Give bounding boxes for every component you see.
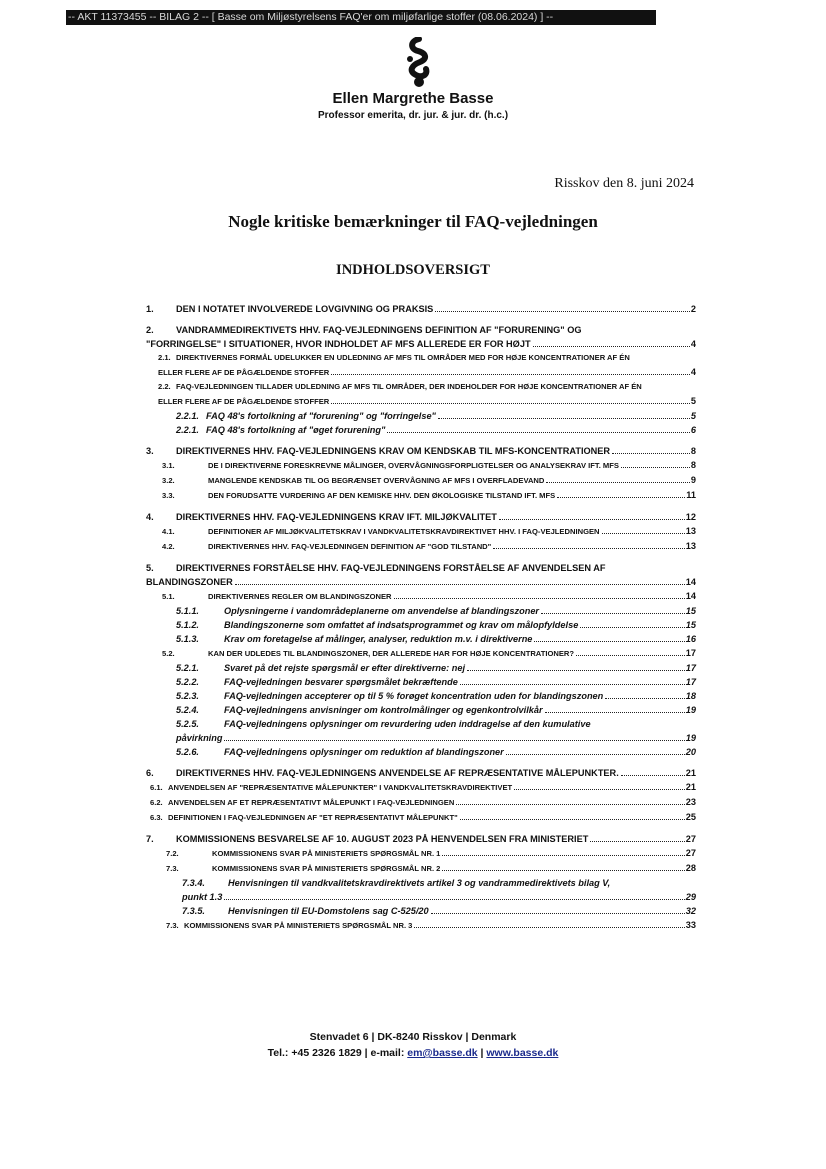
toc-entry[interactable]: 5.2. KAN DER UDLEDES TIL BLANDINGSZONER, DER ALLEREDE HAR FOR HØJE KONCENTRATIONER? 17 — [162, 648, 696, 658]
toc-entry[interactable]: 3. DIREKTIVERNES HHV. FAQ-VEJLEDNINGENS KRAV OM KENDSKAB TIL MFS-KONCENTRATIONER 8 — [146, 446, 696, 456]
toc-entry[interactable]: 7.2. KOMMISSIONENS SVAR PÅ MINISTERIETS SPØRGSMÅL NR. 1 27 — [166, 848, 696, 858]
toc-entry[interactable]: 2. VANDRAMMEDIREKTIVETS HHV. FAQ-VEJLEDNINGENS DEFINITION AF "FORURENING" OG — [146, 325, 582, 335]
toc-entry-continuation[interactable]: punkt 1.3 29 — [182, 892, 696, 902]
document-stamp-bar: -- AKT 11373455 -- BILAG 2 -- [ Basse om Miljøstyrelsens FAQ'er om miljøfarlige stoffer (08.06.2024) ] -- — [66, 10, 656, 25]
email-link[interactable]: em@basse.dk — [407, 1047, 478, 1059]
toc-entry[interactable]: 6.2. ANVENDELSEN AF ET REPRÆSENTATIVT MÅLEPUNKT I FAQ-VEJLEDNINGEN 23 — [150, 797, 696, 807]
toc-entry-continuation[interactable]: ELLER FLERE AF DE PÅGÆLDENDE STOFFER 4 — [158, 367, 696, 377]
toc-entry[interactable]: 4.1. DEFINITIONER AF MILJØKVALITETSKRAV I VANDKVALITETSKRAVDIREKTIVET HHV. I FAQ-VEJLEDNINGEN 13 — [162, 526, 696, 536]
toc-entry[interactable]: 5.2.2. FAQ-vejledningen besvarer spørgsmålet bekræftende 17 — [176, 677, 696, 687]
author-title: Professor emerita, dr. jur. & jur. dr. (h.c.) — [317, 110, 509, 121]
toc-entry-continuation[interactable]: "FORRINGELSE" I SITUATIONER, HVOR INDHOLDET AF MFS ALLEREDE ER FOR HØJT 4 — [146, 339, 696, 349]
document-title: Nogle kritiske bemærkninger til FAQ-vejledningen — [228, 212, 598, 231]
toc-heading: INDHOLDSOVERSIGT — [336, 262, 490, 278]
toc-entry[interactable]: 1. DEN I NOTATET INVOLVEREDE LOVGIVNING OG PRAKSIS 2 — [146, 304, 696, 314]
toc-entry[interactable]: 7. KOMMISSIONENS BESVARELSE AF 10. AUGUST 2023 PÅ HENVENDELSEN FRA MINISTERIET 27 — [146, 834, 696, 844]
toc-entry[interactable]: 2.2. FAQ-VEJLEDNINGEN TILLADER UDLEDNING AF MFS TIL OMRÅDER, DER INDEHOLDER FOR HØJE KONCENTRATIONER AF ÉN — [158, 382, 642, 391]
toc-entry[interactable]: 4. DIREKTIVERNES HHV. FAQ-VEJLEDNINGENS KRAV IFT. MILJØKVALITET 12 — [146, 512, 696, 522]
table-of-contents — [146, 300, 696, 933]
toc-entry[interactable]: 5.2.4. FAQ-vejledningens anvisninger om kontrolmålinger og egenkontrolvilkår 19 — [176, 705, 696, 715]
footer-separator: | — [477, 1047, 487, 1059]
toc-entry[interactable]: 5. DIREKTIVERNES FORSTÅELSE HHV. FAQ-VEJLEDNINGENS FORSTÅELSE AF ANVENDELSEN AF — [146, 563, 606, 573]
toc-entry[interactable]: 2.2.1. FAQ 48's fortolkning af "forurening" og "forringelse" 5 — [176, 411, 696, 421]
toc-entry[interactable]: 5.1.1. Oplysningerne i vandområdeplanerne om anvendelse af blandingszoner 15 — [176, 606, 696, 616]
toc-entry[interactable]: 3.2. MANGLENDE KENDSKAB TIL OG BEGRÆNSET OVERVÅGNING AF MFS I OVERFLADEVAND 9 — [162, 475, 696, 485]
toc-entry-continuation[interactable]: ELLER FLERE AF DE PÅGÆLDENDE STOFFER 5 — [158, 396, 696, 406]
toc-entry[interactable]: 3.3. DEN FORUDSATTE VURDERING AF DEN KEMISKE HHV. DEN ØKOLOGISKE TILSTAND IFT. MFS 11 — [162, 490, 696, 500]
basse-logo-icon — [398, 37, 440, 89]
toc-entry[interactable]: 5.2.1. Svaret på det rejste spørgsmål er efter direktiverne: nej 17 — [176, 663, 696, 673]
footer-phone: Tel.: +45 2326 1829 | e-mail: — [267, 1047, 408, 1059]
toc-entry[interactable]: 6. DIREKTIVERNES HHV. FAQ-VEJLEDNINGENS ANVENDELSE AF REPRÆSENTATIVE MÅLEPUNKTER. 21 — [146, 768, 696, 778]
toc-entry[interactable]: 5.1.3. Krav om foretagelse af målinger, analyser, reduktion m.v. i direktiverne 16 — [176, 634, 696, 644]
toc-entry[interactable]: 7.3.5. Henvisningen til EU-Domstolens sag C-525/20 32 — [182, 906, 696, 916]
footer-address: Stenvadet 6 | DK-8240 Risskov | Denmark — [309, 1031, 517, 1043]
toc-entry[interactable]: 5.2.3. FAQ-vejledningen accepterer op til 5 % forøget koncentration uden for blandingszonen 18 — [176, 691, 696, 701]
toc-entry[interactable]: 2.1. DIREKTIVERNES FORMÅL UDELUKKER EN UDLEDNING AF MFS TIL OMRÅDER MED FOR HØJE KONCENTRATIONER AF ÉN — [158, 353, 630, 362]
website-link[interactable]: www.basse.dk — [486, 1047, 559, 1059]
toc-entry[interactable]: 2.2.1. FAQ 48's fortolkning af "øget forurening" 6 — [176, 425, 696, 435]
author-name: Ellen Margrethe Basse — [332, 90, 494, 107]
document-date: Risskov den 8. juni 2024 — [554, 176, 694, 191]
toc-entry[interactable]: 5.1. DIREKTIVERNES REGLER OM BLANDINGSZONER 14 — [162, 591, 696, 601]
toc-entry-continuation[interactable]: påvirkning 19 — [176, 733, 696, 743]
toc-entry[interactable]: 4.2. DIREKTIVERNES HHV. FAQ-VEJLEDNINGEN DEFINITION AF "GOD TILSTAND" 13 — [162, 541, 696, 551]
toc-entry[interactable]: 6.1. ANVENDELSEN AF "REPRÆSENTATIVE MÅLEPUNKTER" I VANDKVALITETSKRAVDIREKTIVET 21 — [150, 782, 696, 792]
toc-entry[interactable]: 5.2.6. FAQ-vejledningens oplysninger om reduktion af blandingszoner 20 — [176, 747, 696, 757]
toc-entry[interactable]: 7.3.4. Henvisningen til vandkvalitetskravdirektivets artikel 3 og vandrammedirektivets bilag V, — [182, 878, 611, 888]
toc-entry[interactable]: 5.1.2. Blandingszonerne som omfattet af indsatsprogrammet og krav om målopfyldelse 15 — [176, 620, 696, 630]
toc-entry[interactable]: 5.2.5. FAQ-vejledningens oplysninger om revurdering uden inddragelse af den kumulative — [176, 719, 591, 729]
footer-contact — [0, 1047, 826, 1059]
toc-entry[interactable]: 3.1. DE I DIREKTIVERNE FORESKREVNE MÅLINGER, OVERVÅGNINGSFORPLIGTELSER OG ANALYSEKRAV IFT. MFS 8 — [162, 460, 696, 470]
toc-entry[interactable]: 7.3. KOMMISSIONENS SVAR PÅ MINISTERIETS SPØRGSMÅL NR. 2 28 — [166, 863, 696, 873]
toc-entry-continuation[interactable]: BLANDINGSZONER 14 — [146, 577, 696, 587]
toc-entry[interactable]: 6.3. DEFINITIONEN I FAQ-VEJLEDNINGEN AF "ET REPRÆSENTATIVT MÅLEPUNKT" 25 — [150, 812, 696, 822]
toc-entry[interactable]: 7.3. KOMMISSIONENS SVAR PÅ MINISTERIETS SPØRGSMÅL NR. 3 33 — [166, 920, 696, 930]
